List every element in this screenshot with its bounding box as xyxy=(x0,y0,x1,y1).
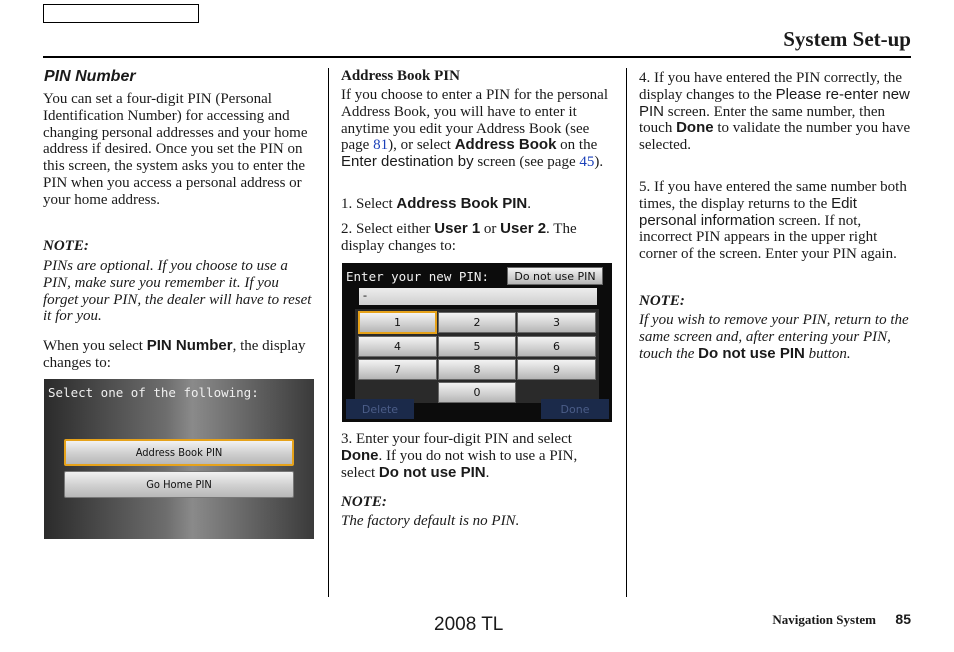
step-4 xyxy=(639,70,911,154)
ui-label-do-not-use-pin: Do not use PIN xyxy=(698,344,805,362)
step-2 xyxy=(341,221,614,255)
key-3[interactable]: 3 xyxy=(517,312,596,333)
screen-header: Select one of the following: xyxy=(48,385,259,400)
ui-label-please-re-enter: Please re-enter new PIN xyxy=(639,85,910,120)
enter-pin-screen xyxy=(342,263,612,422)
pin-entry-field[interactable]: - xyxy=(359,288,597,305)
ui-label-pin-number: PIN Number xyxy=(146,337,233,354)
text-fragment: screen. If not, incorrect PIN appears in the upper right corner of the screen. Enter your PIN again. xyxy=(639,212,897,263)
text-fragment: button. xyxy=(804,345,851,362)
go-home-pin-option[interactable]: Go Home PIN xyxy=(64,471,294,498)
text-fragment: screen (see page xyxy=(473,154,580,171)
done-button[interactable]: Done xyxy=(541,399,609,419)
text-fragment: If you wish to remove your PIN, return to the same screen and, after entering your PIN, touch the xyxy=(639,312,909,362)
key-7[interactable]: 7 xyxy=(358,359,437,380)
text-fragment: 4. If you have entered the PIN correctly, the display changes to the xyxy=(639,70,903,103)
text-fragment: screen. Enter the same number, then touch xyxy=(639,103,885,137)
section-heading-pin-number: PIN Number xyxy=(44,68,136,85)
note-heading: NOTE: xyxy=(43,238,89,254)
page-link-81[interactable]: 81 xyxy=(373,137,389,154)
text-fragment: 1. Select xyxy=(341,196,397,212)
key-8[interactable]: 8 xyxy=(438,359,516,380)
when-select-paragraph xyxy=(43,338,315,372)
key-0[interactable]: 0 xyxy=(438,382,516,403)
step-3 xyxy=(341,431,614,481)
select-pin-screen xyxy=(44,379,314,539)
screen-header: Enter your new PIN: xyxy=(346,269,489,284)
step-5 xyxy=(639,179,911,263)
ui-label-done: Done xyxy=(676,119,714,137)
header-tab-box xyxy=(43,4,199,23)
text-fragment: When you select xyxy=(43,338,147,354)
note-text xyxy=(639,312,911,362)
address-book-paragraph xyxy=(341,87,614,171)
ui-label-done: Done xyxy=(341,446,379,464)
column-divider-1 xyxy=(328,68,329,597)
page-number: 85 xyxy=(895,611,911,627)
do-not-use-pin-button[interactable]: Do not use PIN xyxy=(507,267,603,285)
note-heading: NOTE: xyxy=(639,293,685,309)
pin-intro-paragraph: You can set a four-digit PIN (Personal Identification Number) for accessing and changing personal addresses and your home address if desired. Once you set the PIN on this screen, the system asks you to enter the PIN when you access a personal address or your home address. xyxy=(43,91,308,208)
ui-label-do-not-use-pin: Do not use PIN xyxy=(378,463,486,481)
text-fragment: , the display changes to: xyxy=(43,338,306,371)
ui-label-enter-destination-by: Enter destination by xyxy=(341,153,474,171)
text-fragment: If you choose to enter a PIN for the personal Address Book, you will have to enter it anytime you edit your Address Book (see page xyxy=(341,87,608,154)
key-1[interactable]: 1 xyxy=(358,311,437,334)
page-title: System Set-up xyxy=(783,27,911,51)
ui-label-address-book-pin: Address Book PIN xyxy=(396,195,528,212)
text-fragment: or xyxy=(480,221,501,237)
ui-label-user-1: User 1 xyxy=(434,220,481,237)
step-1 xyxy=(341,196,614,213)
key-9[interactable]: 9 xyxy=(517,359,596,380)
note-text: The factory default is no PIN. xyxy=(341,513,520,529)
text-fragment: 3. Enter your four-digit PIN and select xyxy=(341,431,572,447)
footer-section: Navigation System xyxy=(772,612,876,627)
text-fragment: 5. If you have entered the same number both times, the display returns to the xyxy=(639,179,907,212)
text-fragment: 2. Select either xyxy=(341,221,435,237)
text-fragment: ). xyxy=(594,154,604,171)
key-6[interactable]: 6 xyxy=(517,336,596,357)
text-fragment: to validate the number you have selected. xyxy=(639,120,911,154)
delete-button[interactable]: Delete xyxy=(346,399,414,419)
note-text: PINs are optional. If you choose to use a PIN, make sure you remember it. If you forget your PIN, the dealer will have to reset it for you. xyxy=(43,258,312,325)
text-fragment: ), or select xyxy=(388,137,455,154)
page-link-45[interactable]: 45 xyxy=(579,154,595,171)
text-fragment: . xyxy=(527,196,532,212)
address-book-pin-option[interactable]: Address Book PIN xyxy=(64,439,294,466)
key-4[interactable]: 4 xyxy=(358,336,437,357)
text-fragment: . xyxy=(485,464,490,481)
column-divider-2 xyxy=(626,68,627,597)
text-fragment: . The display changes to: xyxy=(341,221,577,254)
note-heading: NOTE: xyxy=(341,494,387,510)
ui-label-address-book: Address Book xyxy=(454,136,557,154)
text-fragment: . If you do not wish to use a PIN, select xyxy=(341,447,578,481)
key-5[interactable]: 5 xyxy=(438,336,516,357)
ui-label-user-2: User 2 xyxy=(500,220,547,237)
text-fragment: on the xyxy=(556,137,598,154)
section-heading-address-book-pin: Address Book PIN xyxy=(341,68,460,84)
footer-model: 2008 TL xyxy=(434,614,504,635)
key-2[interactable]: 2 xyxy=(438,312,516,333)
ui-label-edit-personal-information: Edit personal information xyxy=(639,194,857,229)
header-rule xyxy=(43,56,911,58)
